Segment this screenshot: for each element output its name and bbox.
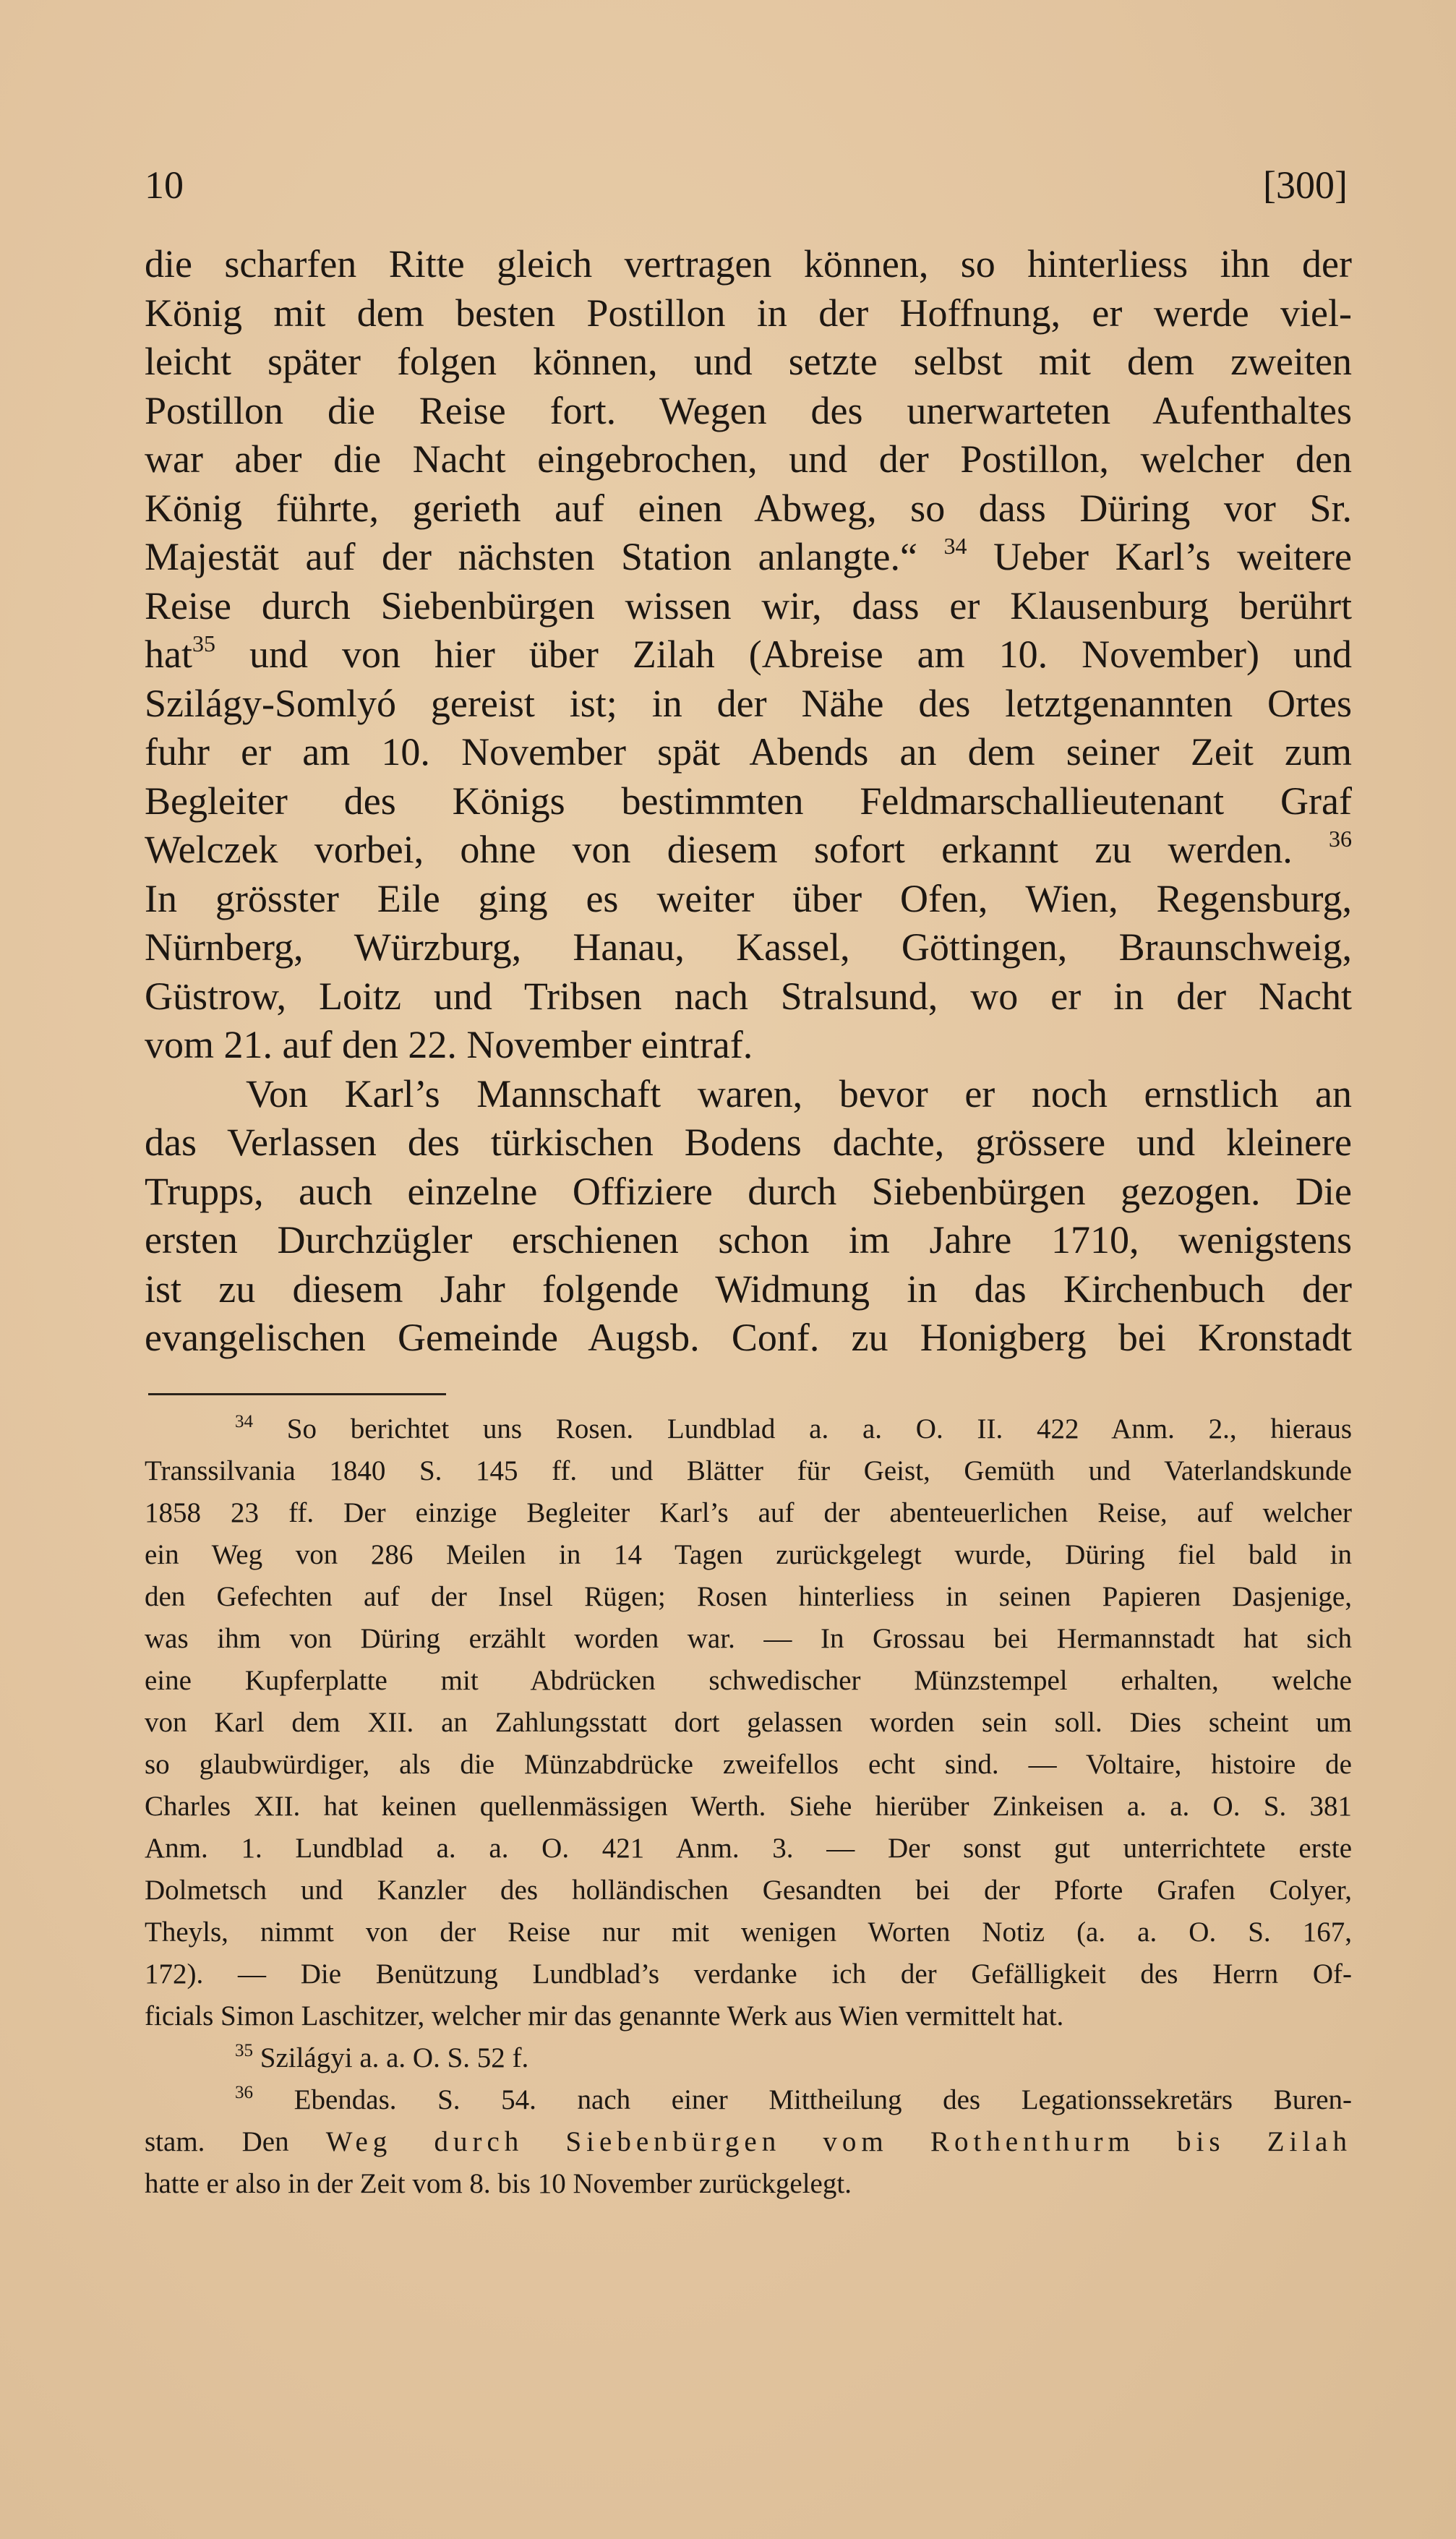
footnote-line: Dolmetsch und Kanzler des holländischen Gesandten bei der Pforte Grafen Colyer, [145, 1875, 1352, 1906]
footnote-text: Ebendas. S. 54. nach einer Mittheilung des Legationssekretärs Buren- [294, 2084, 1352, 2115]
page-header [145, 163, 1348, 213]
text-line [145, 630, 1352, 680]
footnote-35 [145, 2037, 1352, 2079]
text-line: evangelischen Gemeinde Augsb. Conf. zu Honigberg bei Kronstadt [145, 1316, 1352, 1359]
text-line: In grösster Eile ging es weiter über Ofen, Wien, Regensburg, [145, 876, 1352, 920]
text-line: Von Karl’s Mannschaft waren, bevor er noch ernstlich an [246, 1071, 1352, 1116]
footnote-line: ficials Simon Laschitzer, welcher mir das genannte Werk aus Wien vermittelt hat. [145, 2000, 1064, 2031]
footnote-divider [148, 1393, 446, 1395]
text-segment: Ueber Karl’s weitere [993, 535, 1352, 578]
footnote-line: 172). — Die Benützung Lundblad’s verdanke ich der Gefälligkeit des Herrn Of- [145, 1958, 1352, 1990]
text-line: ist zu diesem Jahr folgende Widmung in das Kirchenbuch der [145, 1267, 1352, 1311]
text-line: die scharfen Ritte gleich vertragen können, so hinterliess ihn der [145, 242, 1352, 286]
footnote-34 [145, 1408, 1352, 1450]
text-line: Trupps, auch einzelne Offiziere durch Siebenbürgen gezogen. Die [145, 1169, 1352, 1213]
text-line: Postillon die Reise fort. Wegen des unerwarteten Aufenthaltes [145, 388, 1352, 432]
page-reference: [300] [1263, 163, 1348, 207]
footnote-line [145, 2121, 1352, 2163]
text-line: ersten Durchzügler erschienen schon im Jahre 1710, wenigstens [145, 1218, 1352, 1262]
text-segment: Majestät auf der nächsten Station anlangte.“ [145, 535, 917, 578]
footnote-line: ein Weg von 286 Meilen in 14 Tagen zurückgelegt wurde, Düring fiel bald in [145, 1539, 1352, 1570]
text-line: das Verlassen des türkischen Bodens dachte, grössere und kleinere [145, 1121, 1352, 1164]
text-segment: Welczek vorbei, ohne von diesem sofort erkannt zu werden. [145, 828, 1293, 871]
footnote-line: Anm. 1. Lundblad a. a. O. 421 Anm. 3. — Der sonst gut unterrichtete erste [145, 1833, 1352, 1864]
footnote-line: 1858 23 ff. Der einzige Begleiter Karl’s auf der abenteuerlichen Reise, auf welcher [145, 1497, 1352, 1528]
text-line: fuhr er am 10. November spät Abends an dem seiner Zeit zum [145, 730, 1352, 774]
text-line: vom 21. auf den 22. November eintraf. [145, 1023, 753, 1066]
text-line: war aber die Nacht eingebrochen, und der Postillon, welcher den [145, 437, 1352, 481]
footnote-line: hatte er also in der Zeit vom 8. bis 10 November zurückgelegt. [145, 2168, 852, 2199]
footnote-line: Transsilvania 1840 S. 145 ff. und Blätter für Geist, Gemüth und Vaterlandskunde [145, 1455, 1352, 1486]
text-line [145, 533, 1352, 582]
spaced-emphasis: Weg durch Siebenbürgen vom Rothenthurm bis Zilah [325, 2126, 1352, 2157]
text-segment: hat [145, 633, 192, 676]
main-text [145, 240, 1352, 1363]
footnote-text: So berichtet uns Rosen. Lundblad a. a. O. II. 422 Anm. 2., hieraus [286, 1413, 1352, 1444]
footnote-36 [145, 2079, 1352, 2121]
footnotes [145, 1408, 1352, 2205]
text-line: Güstrow, Loitz und Tribsen nach Stralsund, wo er in der Nacht [145, 974, 1352, 1018]
text-line: Begleiter des Königs bestimmten Feldmarschallieutenant Graf [145, 779, 1352, 823]
footnote-line: Theyls, nimmt von der Reise nur mit wenigen Worten Notiz (a. a. O. S. 167, [145, 1917, 1352, 1948]
footnote-text: stam. Den [145, 2126, 289, 2157]
footnote-text: Szilágyi a. a. O. S. 52 f. [260, 2042, 529, 2073]
text-line: Reise durch Siebenbürgen wissen wir, dass er Klausenburg berührt [145, 583, 1352, 628]
footnote-line: von Karl dem XII. an Zahlungsstatt dort gelassen worden sein soll. Dies scheint um [145, 1707, 1352, 1738]
text-line: König mit dem besten Postillon in der Hoffnung, er werde viel- [145, 291, 1352, 335]
footnote-ref-36[interactable]: 36 [1329, 826, 1352, 852]
footnote-line: eine Kupferplatte mit Abdrücken schwedischer Münzstempel erhalten, welche [145, 1665, 1352, 1696]
text-line: Szilágy-Somlyó gereist ist; in der Nähe des letztgenannten Ortes [145, 681, 1352, 725]
text-line [145, 826, 1352, 875]
footnote-ref-35[interactable]: 35 [192, 630, 215, 656]
footnote-ref-34[interactable]: 34 [943, 533, 967, 559]
footnote-marker: 36 [235, 2083, 253, 2102]
text-line: König führte, gerieth auf einen Abweg, so dass Düring vor Sr. [145, 486, 1352, 530]
footnote-line: so glaubwürdiger, als die Münzabdrücke zweifellos echt sind. — Voltaire, histoire de [145, 1749, 1352, 1780]
footnote-line: Charles XII. hat keinen quellenmässigen Werth. Siehe hierüber Zinkeisen a. a. O. S. 381 [145, 1791, 1352, 1822]
text-line: Nürnberg, Würzburg, Hanau, Kassel, Göttingen, Braunschweig, [145, 925, 1352, 969]
text-segment: und von hier über Zilah (Abreise am 10. November) und [249, 633, 1353, 676]
footnote-line: den Gefechten auf der Insel Rügen; Rosen hinterliess in seinen Papieren Dasjenige, [145, 1581, 1352, 1612]
footnote-line: was ihm von Düring erzählt worden war. — In Grossau bei Hermannstadt hat sich [145, 1623, 1352, 1654]
footnote-marker: 34 [235, 1412, 253, 1431]
page-number: 10 [145, 163, 184, 207]
footnote-marker: 35 [235, 2041, 253, 2060]
text-line: leicht später folgen können, und setzte selbst mit dem zweiten [145, 340, 1352, 383]
